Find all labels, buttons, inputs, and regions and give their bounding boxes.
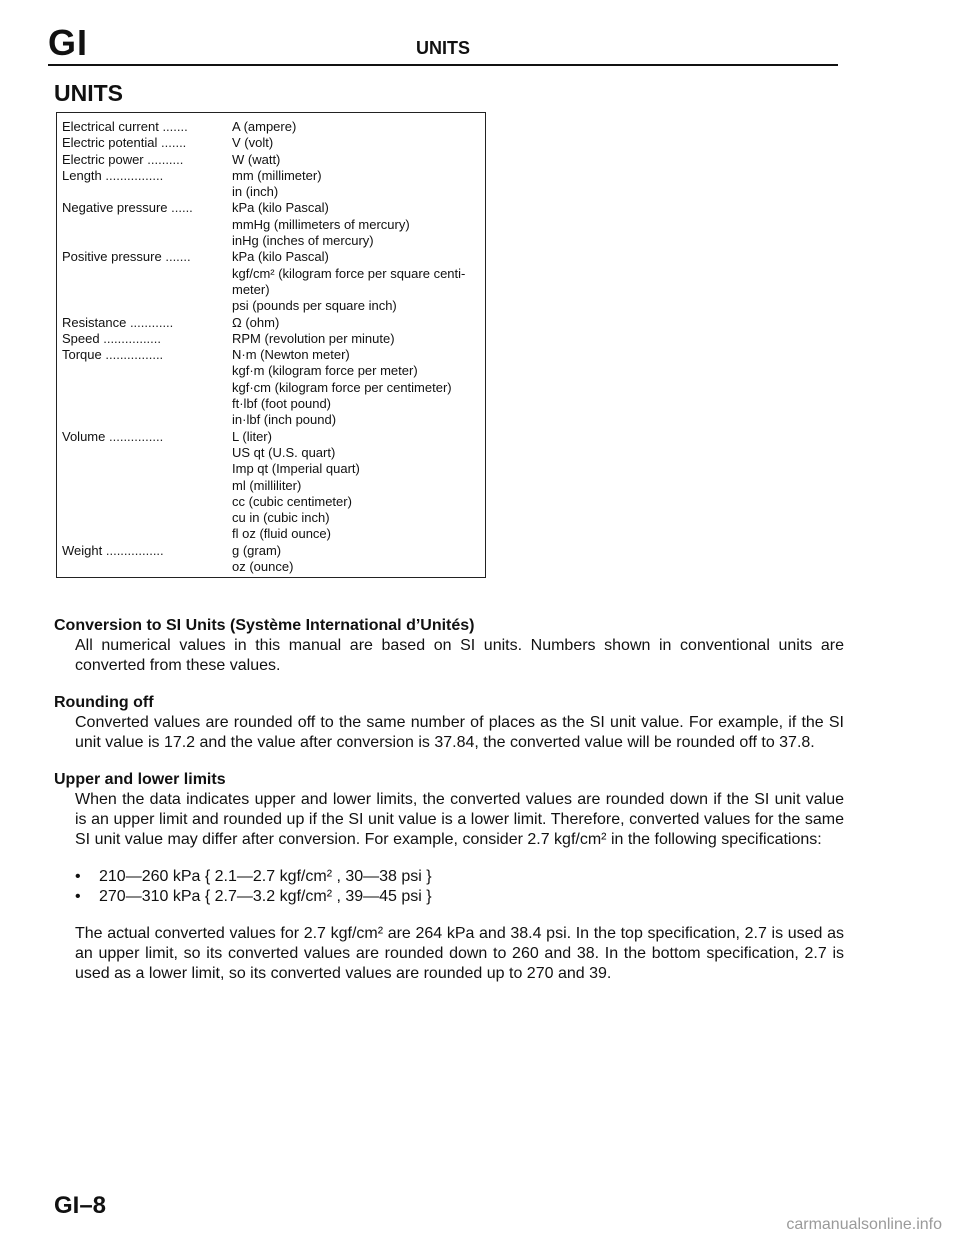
- unit-entry: ft·lbf (foot pound): [232, 396, 331, 412]
- leader-dots: .......: [165, 249, 191, 265]
- units-table: [56, 112, 486, 578]
- unit-entry: meter): [232, 281, 270, 297]
- table-row: [57, 543, 485, 576]
- bullet-icon: •: [75, 868, 81, 885]
- leader-dots: ...............: [109, 428, 164, 444]
- unit-entry: kgf·m (kilogram force per meter): [232, 363, 418, 379]
- quantity-label: Electric potential .......: [62, 135, 187, 151]
- list-item: • 270—310 kPa { 2.7—3.2 kgf/cm² , 39—45 psi }: [75, 888, 432, 905]
- section-code: GI: [48, 22, 89, 63]
- unit-list: [232, 200, 485, 249]
- section-limits: [54, 770, 844, 984]
- leader-dots: ................: [105, 167, 164, 183]
- leader-dots: ......: [171, 200, 193, 216]
- unit-entry: in·lbf (inch pound): [232, 412, 337, 428]
- leader-dots: ..........: [147, 151, 184, 167]
- unit-entry: V (volt): [232, 135, 274, 151]
- unit-list: [232, 152, 485, 168]
- unit-entry: g (gram): [232, 542, 282, 558]
- table-row: [57, 152, 485, 168]
- unit-list: [232, 331, 485, 347]
- section-heading: Rounding off: [54, 694, 154, 711]
- quantity-label: Positive pressure .......: [62, 249, 191, 265]
- unit-entry: W (watt): [232, 151, 281, 167]
- unit-entry: kPa (kilo Pascal): [232, 249, 329, 265]
- bullet-icon: •: [75, 888, 81, 905]
- section-closing: The actual converted values for 2.7 kgf/cm² are 264 kPa and 38.4 psi. In the top specification, 2.7 is used as an upper limit, so its converted values are rounded down to 260 and 38. In the bottom specification, 2.7 is used as a lower limit, so its converted values are rounded up to 270 and 39.: [75, 925, 844, 982]
- leader-dots: ............: [129, 314, 174, 330]
- table-row: [57, 168, 485, 201]
- unit-entry: cc (cubic centimeter): [232, 493, 352, 509]
- table-row: [57, 347, 485, 428]
- unit-list: [232, 347, 485, 428]
- table-row: [57, 200, 485, 249]
- unit-entry: fl oz (fluid ounce): [232, 526, 331, 542]
- page-title: UNITS: [54, 80, 123, 106]
- unit-entry: Ω (ohm): [232, 314, 280, 330]
- unit-entry: kgf·cm (kilogram force per centimeter): [232, 379, 452, 395]
- leader-dots: ................: [105, 347, 164, 363]
- unit-list: [232, 168, 485, 201]
- unit-entry: N·m (Newton meter): [232, 347, 350, 363]
- header-title: UNITS: [416, 38, 470, 58]
- unit-entry: kgf/cm² (kilogram force per square centi-: [232, 265, 466, 281]
- unit-entry: A (ampere): [232, 119, 297, 134]
- section-conversion: [54, 616, 844, 676]
- table-row: [57, 119, 485, 135]
- unit-entry: inHg (inches of mercury): [232, 233, 374, 249]
- quantity-label: Length ................: [62, 167, 164, 183]
- limit-list: [75, 867, 844, 907]
- table-row: [57, 249, 485, 314]
- unit-entry: psi (pounds per square inch): [232, 298, 397, 314]
- table-row: [57, 315, 485, 331]
- unit-entry: L (liter): [232, 428, 272, 444]
- unit-entry: US qt (U.S. quart): [232, 444, 336, 460]
- table-row: [57, 331, 485, 347]
- unit-entry: mm (millimeter): [232, 167, 322, 183]
- quantity-label: Electric power ..........: [62, 151, 184, 167]
- leader-dots: .......: [162, 119, 188, 134]
- quantity-label: Resistance ............: [62, 314, 174, 330]
- unit-list: [232, 543, 485, 576]
- quantity-label: Negative pressure ......: [62, 200, 193, 216]
- unit-list: [232, 249, 485, 314]
- unit-list: [232, 429, 485, 543]
- unit-entry: RPM (revolution per minute): [232, 330, 395, 346]
- leader-dots: ................: [105, 542, 164, 558]
- section-body: Converted values are rounded off to the same number of places as the SI unit value. For example, if the SI unit value is 17.2 and the value after conversion is 37.84, the converted value will be rounded off to 37.8.: [75, 714, 844, 751]
- section-body: When the data indicates upper and lower limits, the converted values are rounded down if the SI unit value is an upper limit and rounded up if the SI unit value is a lower limit. Therefore, converted values for the same SI unit value may differ after conversion. For example, consider 2.7 kgf/cm² in the following specifications:: [75, 791, 844, 848]
- unit-entry: mmHg (millimeters of mercury): [232, 216, 410, 232]
- quantity-label: Speed ................: [62, 330, 162, 346]
- leader-dots: ................: [103, 330, 162, 346]
- section-heading: Upper and lower limits: [54, 771, 226, 788]
- section-rounding: [54, 693, 844, 753]
- unit-entry: cu in (cubic inch): [232, 510, 330, 526]
- quantity-label: Weight ................: [62, 542, 164, 558]
- unit-entry: ml (milliliter): [232, 477, 302, 493]
- leader-dots: .......: [161, 135, 187, 151]
- page-header: [48, 18, 838, 66]
- table-row: [57, 429, 485, 543]
- quantity-label: Volume ...............: [62, 428, 164, 444]
- list-item: • 210—260 kPa { 2.1—2.7 kgf/cm² , 30—38 psi }: [75, 868, 432, 885]
- content: [54, 616, 844, 1001]
- unit-entry: oz (ounce): [232, 559, 294, 575]
- unit-list: [232, 119, 485, 135]
- watermark: carmanualsonline.info: [786, 1216, 942, 1233]
- unit-entry: in (inch): [232, 184, 279, 200]
- unit-list: [232, 135, 485, 151]
- quantity-label: Electrical current .......: [62, 119, 188, 134]
- quantity-label: Torque ................: [62, 347, 164, 363]
- section-heading: Conversion to SI Units (Système International d’Unités): [54, 617, 475, 634]
- unit-entry: Imp qt (Imperial quart): [232, 461, 360, 477]
- table-row: [57, 135, 485, 151]
- unit-entry: kPa (kilo Pascal): [232, 200, 329, 216]
- unit-list: [232, 315, 485, 331]
- section-body: All numerical values in this manual are based on SI units. Numbers shown in conventional units are converted from these values.: [75, 637, 844, 674]
- page-number: GI–8: [54, 1192, 107, 1219]
